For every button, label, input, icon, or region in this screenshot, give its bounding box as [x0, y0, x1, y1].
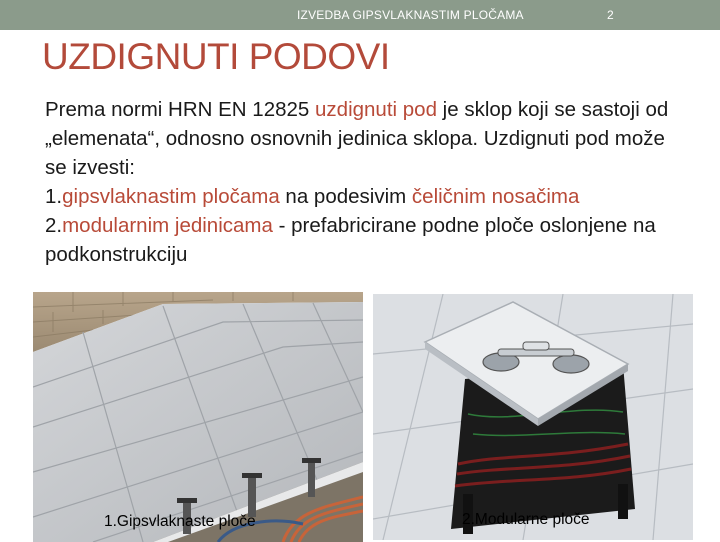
intro-text: Prema normi HRN EN 12825: [45, 98, 316, 121]
list-item-2-text: - prefabricirane podne ploče oslonjene na podkonstrukciju: [45, 214, 656, 266]
header-bar: [0, 0, 720, 30]
intro-text-rest: je sklop koji se sastoji od „elemenata“, odnosno osnovnih jedinica sklopa. Uzdignuti pod može se izvesti:: [45, 98, 669, 179]
slide-body: [45, 95, 685, 269]
header-title: IZVEDBA GIPSVLAKNASTIM PLOČAMA: [297, 8, 524, 22]
list-item-1-highlight-b: čeličnim nosačima: [411, 185, 580, 208]
left-image-caption: 1.Gipsvlaknaste ploče: [104, 513, 256, 530]
intro-highlight: uzdignuti pod: [315, 98, 437, 121]
modular-floor-illustration: [373, 294, 693, 540]
gypsum-floor-illustration: [33, 292, 363, 542]
gypsum-floor-photo: [33, 292, 363, 542]
list-item-1-highlight-a: gipsvlaknastim pločama: [62, 185, 280, 208]
intro-paragraph: [45, 95, 685, 182]
modular-floor-photo: [373, 294, 693, 540]
list-item-2: [45, 211, 685, 269]
page-number: 2: [607, 8, 614, 22]
list-item-2-number: 2.: [45, 214, 63, 237]
list-item-1-number: 1.: [45, 185, 63, 208]
list-item-1: [45, 182, 685, 211]
list-item-2-highlight: modularnim jedinicama: [62, 214, 273, 237]
right-image-caption: 2.Modularne ploče: [462, 511, 590, 528]
slide-title: UZDIGNUTI PODOVI: [42, 36, 390, 77]
list-item-1-text: na podesivim: [279, 185, 412, 208]
